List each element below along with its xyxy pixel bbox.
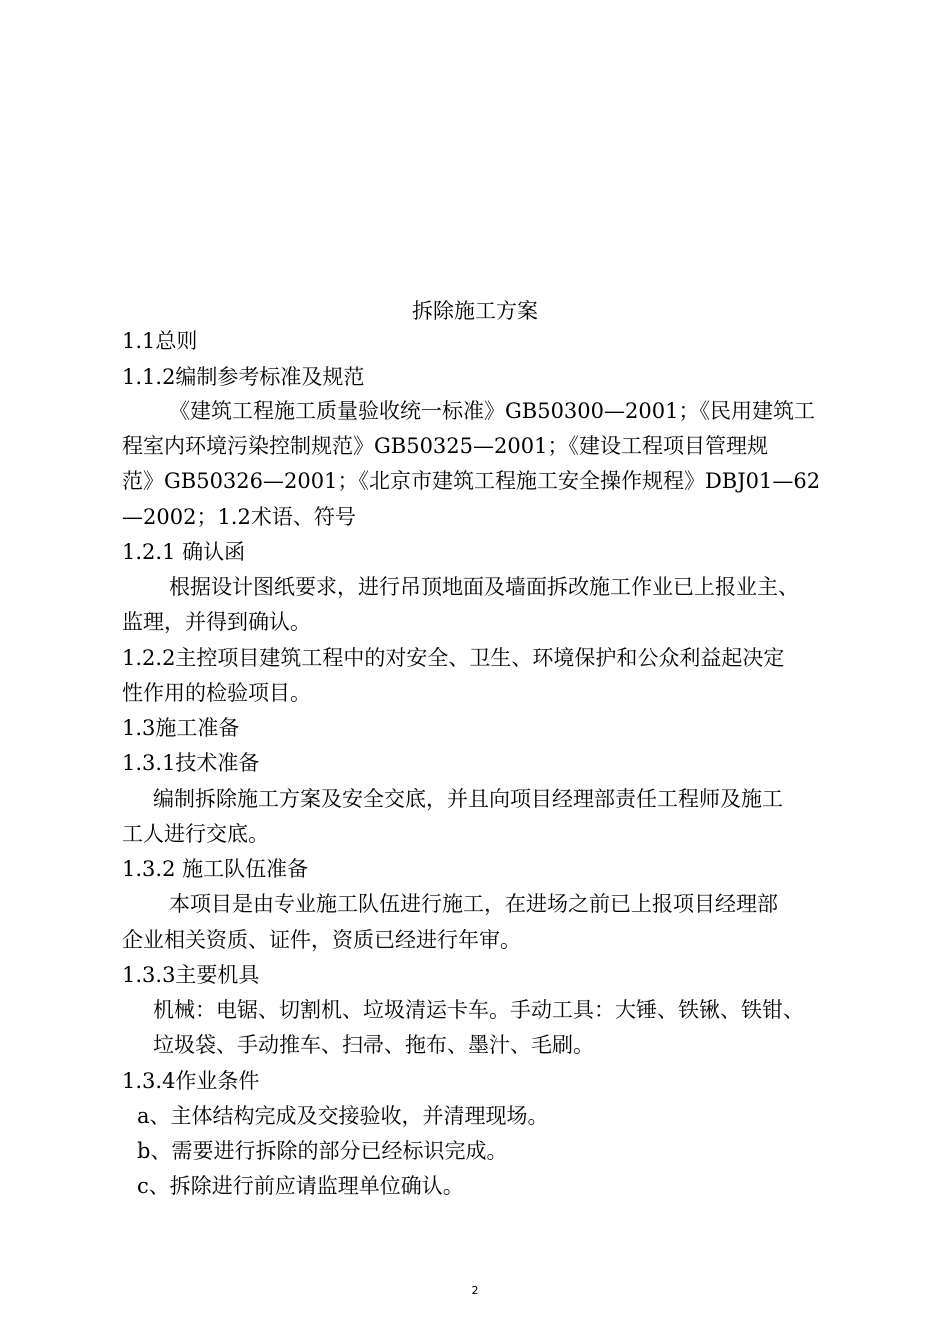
- body-line: 监理，并得到确认。: [122, 610, 311, 634]
- heading-1-3-3: 1.3.3主要机具: [122, 963, 260, 987]
- body-line: 程室内环境污染控制规范》GB50325—2001；《建设工程项目管理规: [122, 434, 768, 458]
- heading-1-3-2: 1.3.2 施工队伍准备: [122, 857, 309, 881]
- heading-1-3-1: 1.3.1技术准备: [122, 751, 260, 775]
- heading-1-2-1: 1.2.1 确认函: [122, 540, 246, 564]
- list-item: c、拆除进行前应请监理单位确认。: [137, 1174, 464, 1198]
- list-item: a、主体结构完成及交接验收，并清理现场。: [137, 1104, 549, 1128]
- body-line: 企业相关资质、证件，资质已经进行年审。: [122, 928, 521, 952]
- heading-1-2-2: 1.2.2主控项目建筑工程中的对安全、卫生、环境保护和公众利益起决定: [122, 646, 785, 670]
- body-line: 范》GB50326—2001；《北京市建筑工程施工安全操作规程》DBJ01—62: [122, 469, 821, 493]
- body-line: 性作用的检验项目。: [122, 681, 311, 705]
- body-line: —2002；1.2术语、符号: [122, 505, 356, 529]
- body-line: 本项目是由专业施工队伍进行施工，在进场之前已上报项目经理部: [169, 892, 778, 916]
- body-line: 编制拆除施工方案及安全交底，并且向项目经理部责任工程师及施工: [153, 787, 783, 811]
- body-line: 垃圾袋、手动推车、扫帚、拖布、墨汁、毛刷。: [153, 1033, 594, 1057]
- document-title: 拆除施工方案: [412, 299, 538, 323]
- list-item: b、需要进行拆除的部分已经标识完成。: [137, 1139, 508, 1163]
- body-line: 《建筑工程施工质量验收统一标准》GB50300—2001；《民用建筑工: [169, 399, 815, 423]
- heading-1-1-2: 1.1.2编制参考标准及规范: [122, 365, 365, 389]
- body-line: 工人进行交底。: [122, 822, 269, 846]
- heading-1-1: 1.1总则: [122, 329, 198, 353]
- heading-1-3-4: 1.3.4作业条件: [122, 1069, 260, 1093]
- page-number: 2: [471, 1284, 479, 1297]
- body-line: 机械：电锯、切割机、垃圾清运卡车。手动工具：大锤、铁锹、铁钳、: [153, 998, 804, 1022]
- body-line: 根据设计图纸要求，进行吊顶地面及墙面拆改施工作业已上报业主、: [169, 575, 799, 599]
- heading-1-3: 1.3施工准备: [122, 716, 240, 740]
